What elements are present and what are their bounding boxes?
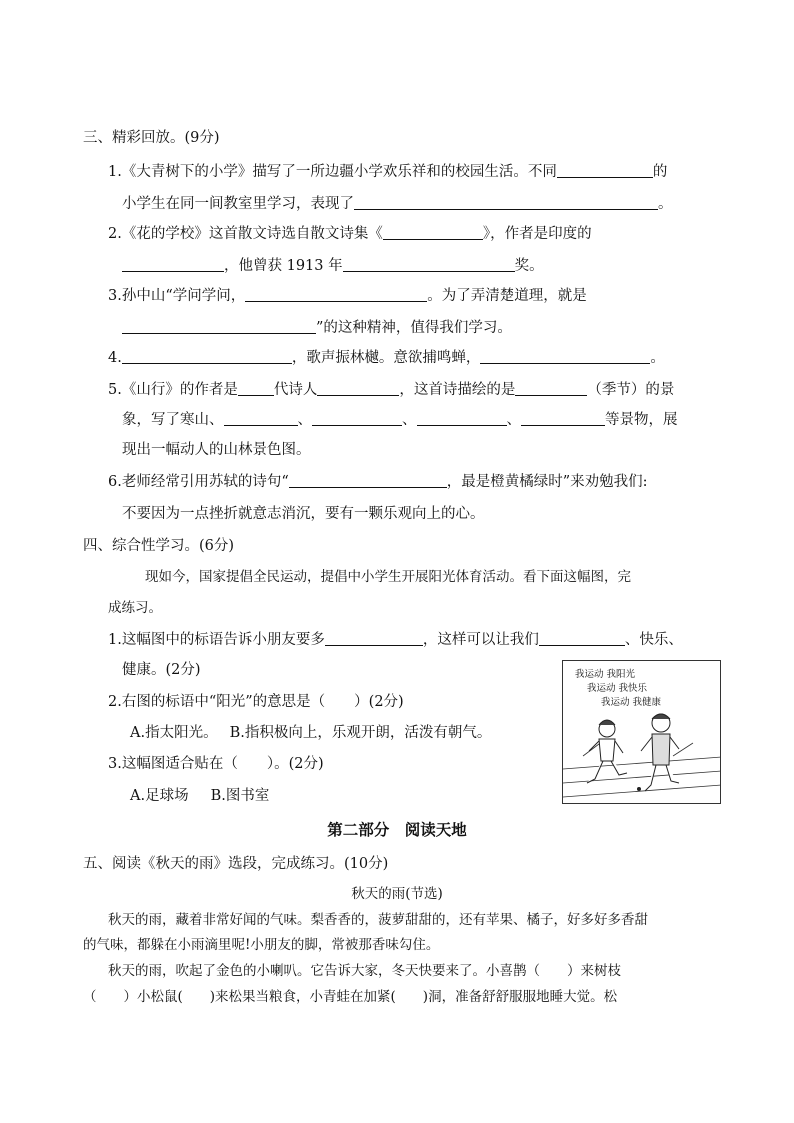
- part2-title: 第二部分 阅读天地: [327, 820, 467, 839]
- question-5-line2: 象，写了寒山、 、 、 、 等景物，展: [122, 412, 678, 428]
- exercise-illustration: [562, 660, 721, 804]
- question-3-line1: 3.孙中山“学问学问， 。为了弄清楚道理，就是: [108, 288, 587, 304]
- question-1-line2: 小学生在同一间教室里学习，表现了 。: [122, 196, 673, 212]
- question-3-line2: ”的这种精神，值得我们学习。: [122, 318, 512, 338]
- answer-blank[interactable]: [557, 162, 653, 178]
- question-5-line1: 5.《山行》的作者是 代诗人 ，这首诗描绘的是 （季节）的景: [108, 382, 675, 398]
- option-a: A.足球场: [130, 788, 189, 804]
- section3-heading: 三、精彩回放。(9分): [83, 130, 220, 146]
- passage-p1-line1: 秋天的雨，藏着非常好闻的气味。梨香香的，菠萝甜甜的，还有苹果、橘子，好多好多香甜: [108, 912, 648, 928]
- answer-blank[interactable]: [539, 630, 625, 646]
- option-b: B.指积极向上，乐观开朗，活泼有朝气。: [229, 725, 492, 741]
- question-1-line1: 1.《大青树下的小学》描写了一所边疆小学欢乐祥和的校园生活。不同 的: [108, 164, 668, 180]
- s4-question-2: 2.右图的标语中“阳光”的意思是（ ）(2分): [108, 694, 404, 710]
- passage-title: 秋天的雨(节选): [351, 886, 443, 902]
- answer-blank[interactable]: [224, 410, 298, 426]
- answer-blank[interactable]: [122, 256, 224, 272]
- answer-blank[interactable]: [521, 410, 605, 426]
- passage-p2-line1: 秋天的雨，吹起了金色的小喇叭。它告诉大家，冬天快要来了。小喜鹊（ ）来树枝: [108, 963, 621, 979]
- section4-intro-line2: 成练习。: [108, 600, 162, 616]
- question-2-line2: ，他曾获 1913 年 奖。: [122, 256, 544, 276]
- answer-blank[interactable]: [325, 630, 423, 646]
- passage-p1-line2: 的气味，都躲在小雨滴里呢!小朋友的脚，常被那香味勾住。: [83, 937, 440, 953]
- passage-p2-line2: （ ）小松鼠( )来松果当粮食，小青蛙在加紧( )洞，准备舒舒服服地睡大觉。松: [83, 989, 618, 1005]
- answer-blank[interactable]: [122, 348, 292, 364]
- answer-blank[interactable]: [343, 256, 515, 272]
- question-6-line1: 6.老师经常引用苏轼的诗句“ ，最是橙黄橘绿时”来劝勉我们:: [108, 474, 648, 490]
- answer-blank[interactable]: [480, 348, 650, 364]
- answer-blank[interactable]: [515, 380, 587, 396]
- answer-blank[interactable]: [122, 318, 316, 334]
- section5-heading: 五、阅读《秋天的雨》选段，完成练习。(10分): [83, 856, 389, 872]
- slogan-line-1: 我运动 我阳光: [575, 669, 636, 680]
- answer-blank[interactable]: [383, 224, 483, 240]
- answer-blank[interactable]: [312, 410, 402, 426]
- question-4: 4. ，歌声振林樾。意欲捕鸣蝉， 。: [108, 350, 665, 366]
- question-6-line2: 不要因为一点挫折就意志消沉，要有一颗乐观向上的心。: [122, 506, 485, 522]
- question-2-line1: 2.《花的学校》这首散文诗选自散文诗集《 》，作者是印度的: [108, 226, 592, 242]
- slogan-line-3: 我运动 我健康: [601, 697, 662, 708]
- answer-blank[interactable]: [354, 194, 658, 210]
- answer-blank[interactable]: [417, 410, 507, 426]
- answer-blank[interactable]: [317, 380, 399, 396]
- option-b: B.图书室: [210, 788, 270, 804]
- s4-question-1-line1: 1.这幅图中的标语告诉小朋友要多 ，这样可以让我们 、快乐、: [108, 632, 683, 648]
- answer-blank[interactable]: [238, 380, 274, 396]
- section4-intro-line1: 现如今，国家提倡全民运动，提倡中小学生开展阳光体育活动。看下面这幅图，完: [145, 569, 631, 585]
- section4-heading: 四、综合性学习。(6分): [83, 538, 235, 554]
- s4-question-2-options: [130, 723, 491, 743]
- running-children-drawing: [563, 661, 721, 804]
- s4-question-3-options: [130, 786, 269, 806]
- answer-blank[interactable]: [289, 472, 447, 488]
- s4-question-1-line2: 健康。(2分): [122, 662, 201, 678]
- s4-question-3: 3.这幅图适合贴在（ ）。(2分): [108, 756, 324, 772]
- slogan-line-2: 我运动 我快乐: [587, 683, 648, 694]
- answer-blank[interactable]: [245, 286, 427, 302]
- option-a: A.指太阳光。: [130, 725, 218, 741]
- question-5-line3: 现出一幅动人的山林景色图。: [122, 442, 311, 458]
